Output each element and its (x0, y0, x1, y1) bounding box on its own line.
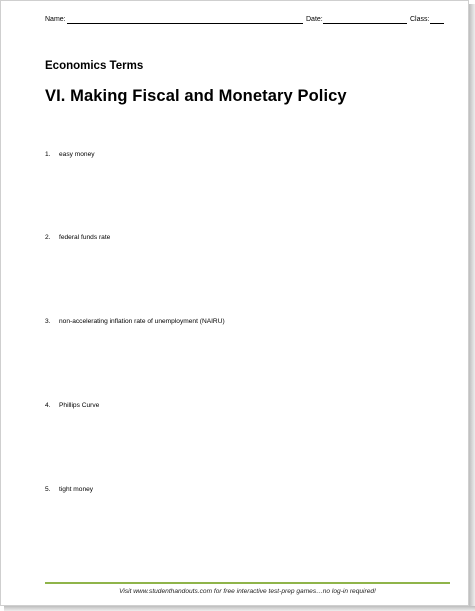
class-blank-line[interactable] (430, 23, 444, 24)
term-number: 3. (45, 318, 51, 325)
page-shadow-bottom (4, 606, 475, 611)
term-item-1 (45, 150, 95, 160)
term-number: 2. (45, 234, 51, 241)
date-blank-line[interactable] (323, 23, 407, 24)
term-text: non-accelerating inflation rate of unemployment (NAIRU) (59, 318, 225, 325)
term-text: tight money (59, 486, 94, 493)
footer-divider (45, 582, 450, 584)
date-label: Date: (306, 16, 323, 23)
document-subtitle: Economics Terms (45, 60, 144, 72)
name-label: Name: (45, 16, 66, 23)
term-number: 5. (45, 486, 51, 493)
document-title: VI. Making Fiscal and Monetary Policy (45, 87, 347, 105)
term-text: easy money (59, 151, 95, 158)
term-item-4 (45, 401, 99, 411)
footer-promo-text: Visit www.studenthandouts.com for free interactive test-prep games…no log-in required! (119, 588, 376, 595)
class-label: Class: (410, 16, 430, 23)
student-info-header (45, 15, 448, 27)
term-item-5 (45, 485, 93, 495)
term-item-3 (45, 317, 225, 327)
term-number: 4. (45, 402, 51, 409)
term-number: 1. (45, 151, 51, 158)
term-item-2 (45, 233, 110, 243)
term-text: Phillips Curve (59, 402, 100, 409)
page-shadow-right (469, 4, 475, 611)
name-blank-line[interactable] (67, 23, 303, 24)
term-text: federal funds rate (59, 234, 111, 241)
